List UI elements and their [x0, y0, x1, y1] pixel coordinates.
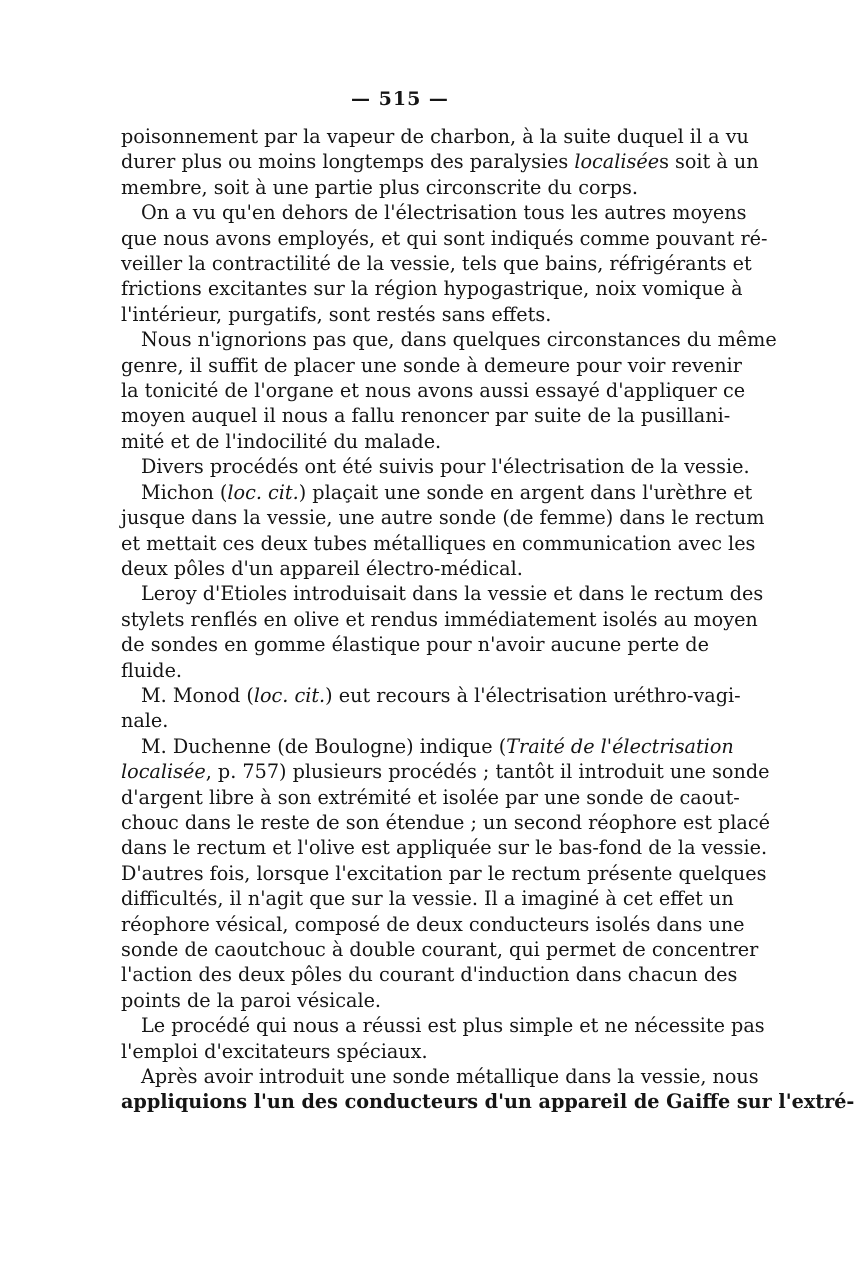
- text-line: et mettait ces deux tubes métalliques en communication avec les: [121, 531, 756, 555]
- text-line: Le procédé qui nous a réussi est plus simple et ne nécessite pas: [141, 1014, 765, 1038]
- text-line: Michon (loc. cit.) plaçait une sonde en argent dans l'urèthre et: [141, 480, 753, 504]
- page-number: — 515 —: [351, 88, 449, 110]
- text-line: durer plus ou moins longtemps des paralysies localisées soit à un: [121, 150, 759, 174]
- text-line: Divers procédés ont été suivis pour l'électrisation de la vessie.: [141, 455, 750, 479]
- text-line: D'autres fois, lorsque l'excitation par le rectum présente quelques: [121, 861, 767, 885]
- text-line: de sondes en gomme élastique pour n'avoir aucune perte de: [121, 633, 709, 657]
- text-line: Nous n'ignorions pas que, dans quelques circonstances du même: [141, 328, 777, 352]
- text-line: l'action des deux pôles du courant d'induction dans chacun des: [121, 963, 738, 987]
- text-line: mité et de l'indocilité du malade.: [121, 429, 442, 453]
- text-line: sonde de caoutchouc à double courant, qui permet de concentrer: [121, 938, 759, 961]
- text-line: appliquions l'un des conducteurs d'un appareil de Gaiffe sur l'extré-: [121, 1090, 854, 1114]
- text-line: chouc dans le reste de son étendue ; un second réophore est placé: [121, 810, 770, 834]
- text-line: stylets renflés en olive et rendus immédiatement isolés au moyen: [121, 607, 758, 631]
- text-line: genre, il suffit de placer une sonde à demeure pour voir revenir: [121, 353, 742, 377]
- text-line: que nous avons employés, et qui sont indiqués comme pouvant ré-: [121, 226, 768, 250]
- text-line: localisée, p. 757) plusieurs procédés ; tantôt il introduit une sonde: [121, 760, 770, 784]
- text-line: l'emploi d'excitateurs spéciaux.: [121, 1039, 428, 1063]
- text-line: poisonnement par la vapeur de charbon, à la suite duquel il a vu: [121, 125, 749, 148]
- text-line: d'argent libre à son extrémité et isolée par une sonde de caout-: [121, 785, 740, 809]
- text-line: veiller la contractilité de la vessie, tels que bains, réfrigérants et: [121, 252, 752, 276]
- text-line: membre, soit à une partie plus circonscrite du corps.: [121, 175, 638, 199]
- text-line: On a vu qu'en dehors de l'électrisation tous les autres moyens: [141, 201, 747, 225]
- text-line: la tonicité de l'organe et nous avons aussi essayé d'appliquer ce: [121, 379, 746, 403]
- text-line: Après avoir introduit une sonde métallique dans la vessie, nous: [141, 1065, 759, 1089]
- text-line: nale.: [121, 709, 169, 733]
- text-line: réophore vésical, composé de deux conducteurs isolés dans une: [121, 912, 745, 936]
- text-line: M. Monod (loc. cit.) eut recours à l'électrisation uréthro-vagi-: [141, 683, 741, 707]
- text-line: points de la paroi vésicale.: [121, 988, 382, 1012]
- text-line: moyen auquel il nous a fallu renoncer par suite de la pusillani-: [121, 404, 731, 428]
- text-line: difficultés, il n'agit que sur la vessie. Il a imaginé à cet effet un: [121, 887, 734, 911]
- text-line: jusque dans la vessie, une autre sonde (de femme) dans le rectum: [121, 506, 765, 530]
- text-line: dans le rectum et l'olive est appliquée sur le bas-fond de la vessie.: [121, 836, 768, 860]
- text-line: Leroy d'Etioles introduisait dans la vessie et dans le rectum des: [141, 582, 764, 606]
- text-line: frictions excitantes sur la région hypogastrique, noix vomique à: [121, 277, 743, 301]
- text-line: l'intérieur, purgatifs, sont restés sans effets.: [121, 302, 552, 326]
- text-line: deux pôles d'un appareil électro-médical.: [121, 556, 523, 580]
- text-line: fluide.: [121, 658, 183, 682]
- text-line: M. Duchenne (de Boulogne) indique (Traité de l'électrisation: [141, 734, 734, 758]
- body-text: [121, 124, 854, 1115]
